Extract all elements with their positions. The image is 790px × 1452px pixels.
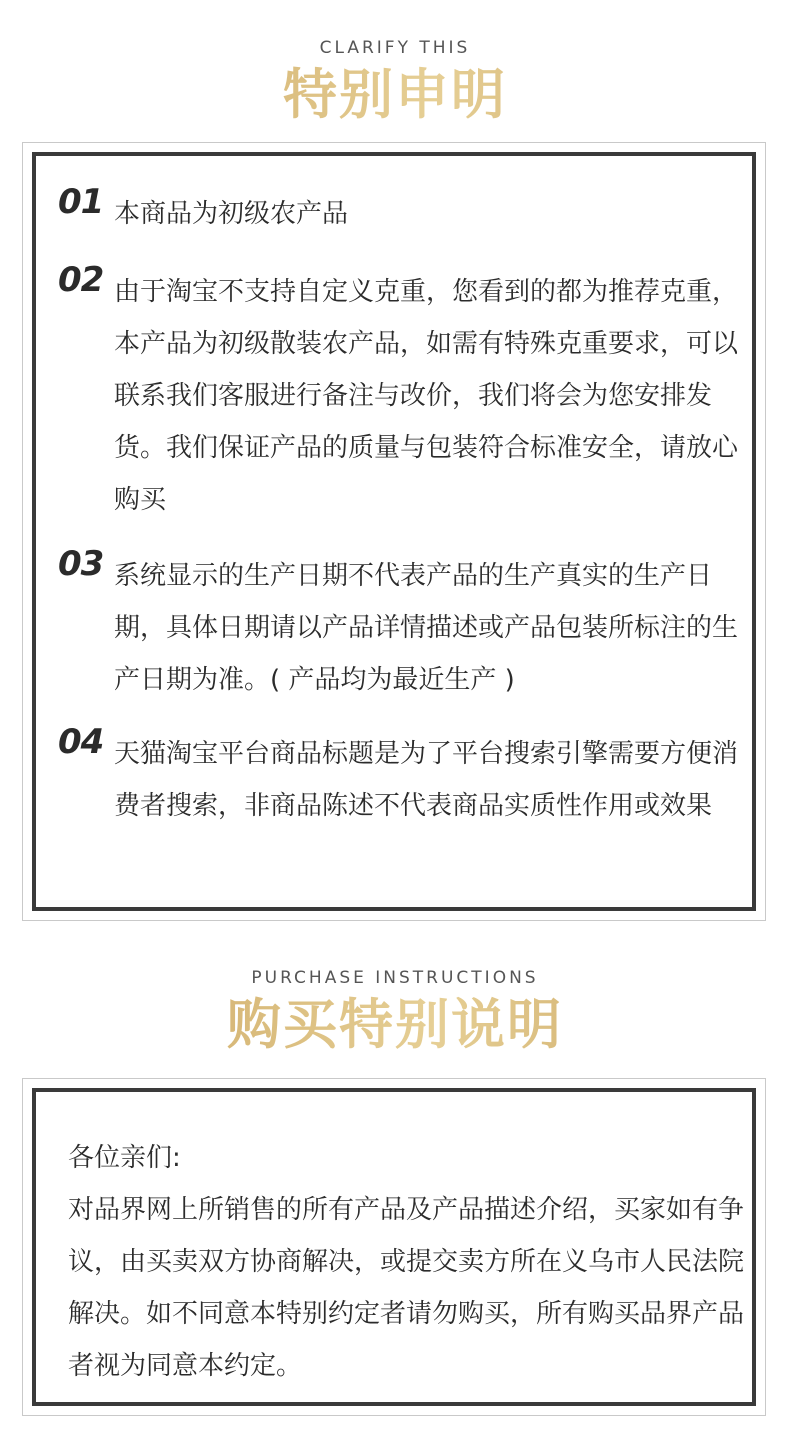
clarify-box [22,142,766,921]
item-text: 系统显示的生产日期不代表产品的生产真实的生产日期，具体日期请以产品详情描述或产品包装所标注的生产日期为准。( 产品均为最近生产 ) [114,561,739,695]
clarify-box-inner [32,152,756,911]
section-purchase-heading [0,968,790,1054]
clarify-item-3 [58,544,739,706]
section-zh-title: 购买特别说明 [0,994,790,1054]
item-number: 01 [58,182,104,222]
item-text: 本商品为初级农产品 [114,199,349,229]
greeting: 各位亲们: [68,1143,181,1173]
clarify-item-2 [58,260,739,526]
section-zh-title: 特别申明 [0,64,790,124]
purchase-box-inner [32,1088,756,1406]
item-number: 03 [58,544,104,584]
item-text: 由于淘宝不支持自定义克重，您看到的都为推荐克重，本产品为初级散装农产品，如需有特殊克重要求，可以联系我们客服进行备注与改价，我们将会为您安排发货。我们保证产品的质量与包装符合标准安全，请放心购买 [114,277,739,515]
purchase-text [68,1132,748,1392]
item-number: 04 [58,722,104,762]
clarify-item-4 [58,722,739,832]
section-clarify-heading [0,38,790,124]
purchase-box [22,1078,766,1416]
item-number: 02 [58,260,104,300]
purchase-body: 对品界网上所销售的所有产品及产品描述介绍，买家如有争议，由买卖双方协商解决，或提交卖方所在义乌市人民法院解决。如不同意本特别约定者请勿购买，所有购买品界产品者视为同意本约定。 [68,1195,745,1381]
clarify-item-1 [58,182,738,240]
item-text: 天猫淘宝平台商品标题是为了平台搜索引擎需要方便消费者搜索，非商品陈述不代表商品实质性作用或效果 [114,739,739,821]
section-en-title: CLARIFY THIS [319,38,471,58]
section-en-title: PURCHASE INSTRUCTIONS [251,968,539,988]
